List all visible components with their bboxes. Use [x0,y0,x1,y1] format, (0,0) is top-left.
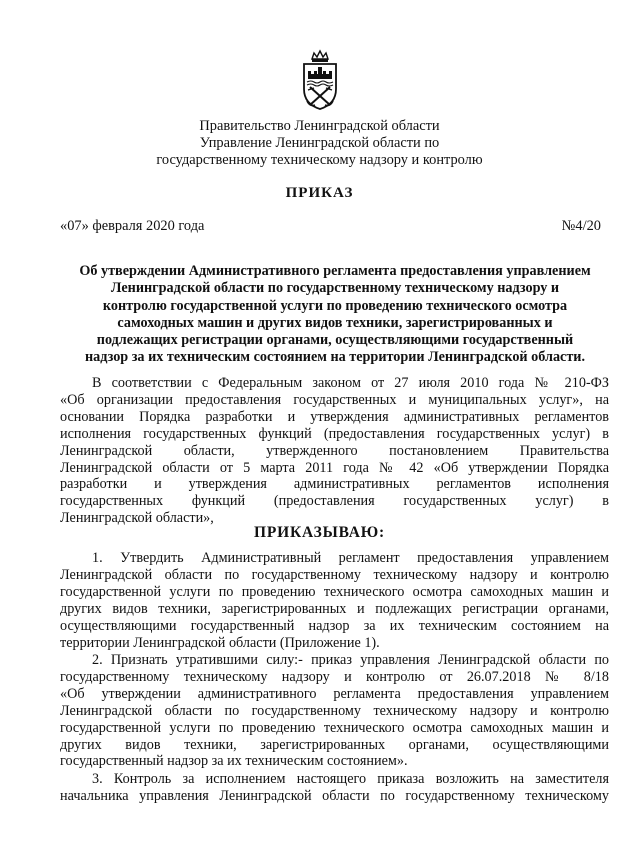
org-line-government: Правительство Ленинградской области [199,118,440,134]
order-heading: ПРИКАЗЫВАЮ: [254,524,385,541]
paragraph-line: территории Ленинградской области (Приложение 1). [60,634,380,651]
paragraph-line: Ленинградской области», [60,510,214,527]
paragraph-line: В соответствии с Федеральным законом от 27 июля 2010 года № 210-ФЗ [92,375,609,391]
paragraph-line: государственной услуги по проведению технического осмотра самоходных машин и [60,583,609,600]
subject-line: Об утверждении Административного регламента предоставления управлением [79,263,591,279]
paragraph-line: Ленинградской области от 5 марта 2011 года № 42 «Об утверждении Порядка [60,459,609,476]
subject-line: самоходных машин и других видов техники, зарегистрированных и [117,314,553,331]
subject-line: Ленинградской области по государственному техническому надзору и [110,280,560,297]
order-item-1 [60,550,609,651]
paragraph-line: Ленинградской области по государственному техническому надзору и контролю [60,702,609,719]
paragraph-line: 1. Утвердить Административный регламент предоставления управлением [92,550,609,566]
paragraph-line: Ленинградской области, утвержденного постановлением Правительства [60,442,609,459]
preamble-paragraph [60,375,609,527]
document-type-title: ПРИКАЗ [285,185,354,201]
paragraph-line: других видов техники, зарегистрированных и подлежащих регистрации органами, [60,600,609,617]
paragraph-line: исполнения государственных функций (предоставления государственных услуг) в [60,425,609,442]
paragraph-line: основании Порядка разработки и утверждения административных регламентов [60,408,609,425]
paragraph-line: «Об утверждении административного регламента предоставления управлением [60,685,609,702]
document-date: «07» февраля 2020 года [60,218,205,234]
paragraph-line: государственный надзор за их техническим состоянием». [60,753,408,770]
subject-line: контролю государственной услуги по проведению технического осмотра [102,297,568,314]
subject-line: подлежащих регистрации органами, осуществляющими государственный [96,332,574,349]
paragraph-line: 3. Контроль за исполнением настоящего приказа возложить на заместителя [92,771,609,787]
paragraph-line: других видов техники, зарегистрированных органами, осуществляющими [60,736,609,753]
org-line-department: Управление Ленинградской области по [199,135,440,151]
paragraph-line: государственных функций (предоставления государственных услуг) в [60,493,609,510]
paragraph-line: разработки и утверждения административных регламентов исполнения [60,476,609,493]
order-item-3 [60,771,609,805]
paragraph-line: 2. Признать утратившими силу:- приказ управления Ленинградской области по [92,652,609,668]
paragraph-line: начальника управления Ленинградской области по государственному техническому [60,787,609,804]
document-number: №4/20 [561,218,601,234]
order-item-2 [60,652,609,770]
paragraph-line: государственной услуги по проведению технического осмотра самоходных машин и [60,719,609,736]
paragraph-line: Ленинградской области по государственному техническому надзору и контролю [60,566,609,583]
paragraph-line: «Об организации предоставления государственных и муниципальных услуг», на [60,391,609,408]
document-subject [60,263,610,367]
subject-line: надзор за их техническим состоянием на территории Ленинградской области. [84,349,586,366]
coat-of-arms-icon [300,49,340,111]
org-line-department-cont: государственному техническому надзору и контролю [156,152,483,168]
paragraph-line: государственному техническому надзору и контролю от 26.07.2018 № 8/18 [60,668,609,685]
paragraph-line: осуществляющими государственный надзор за их техническим состоянием на [60,617,609,634]
